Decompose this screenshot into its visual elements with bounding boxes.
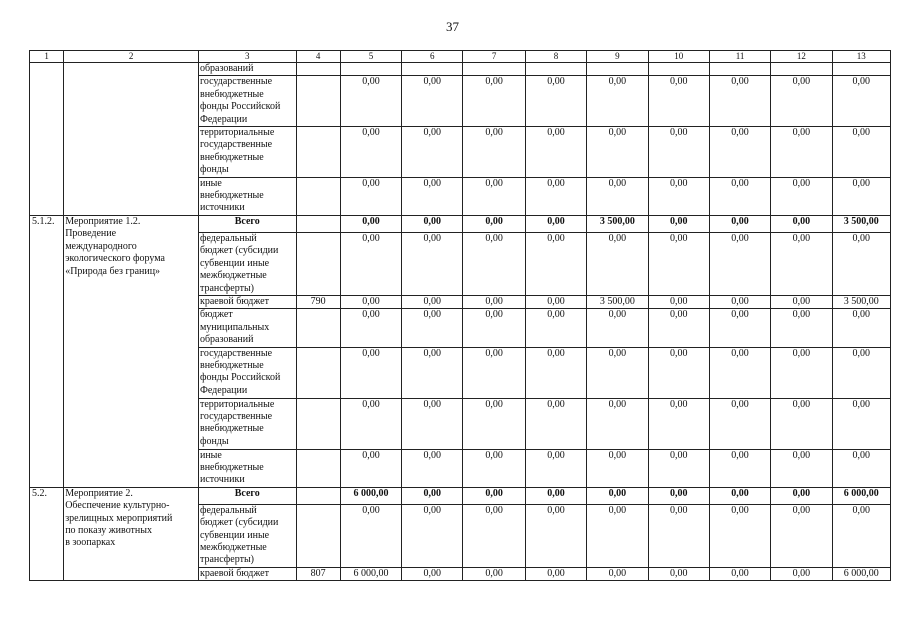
column-header: 12 — [771, 51, 832, 63]
value-cell: 0,00 — [709, 215, 770, 232]
value-cell: 0,00 — [709, 127, 770, 178]
kbk-cell — [296, 215, 340, 232]
value-cell: 0,00 — [463, 127, 525, 178]
code-cell — [30, 63, 64, 216]
value-cell: 0,00 — [832, 76, 890, 127]
column-header: 2 — [64, 51, 199, 63]
kbk-cell — [296, 449, 340, 487]
value-cell — [340, 63, 401, 76]
value-cell: 0,00 — [648, 309, 709, 347]
table-row — [30, 63, 891, 76]
value-cell: 0,00 — [402, 504, 463, 567]
kbk-cell — [296, 398, 340, 449]
value-cell: 0,00 — [587, 76, 648, 127]
kbk-cell — [296, 309, 340, 347]
value-cell: 3 500,00 — [832, 295, 890, 308]
source-cell: Всего — [198, 487, 296, 504]
source-cell: территориальные государственные внебюджетные фонды — [198, 398, 296, 449]
value-cell: 0,00 — [648, 76, 709, 127]
column-header: 1 — [30, 51, 64, 63]
value-cell: 0,00 — [709, 347, 770, 398]
value-cell: 0,00 — [648, 398, 709, 449]
value-cell: 0,00 — [709, 232, 770, 295]
value-cell: 0,00 — [587, 177, 648, 215]
value-cell: 0,00 — [340, 177, 401, 215]
source-cell: краевой бюджет — [198, 567, 296, 580]
column-header: 7 — [463, 51, 525, 63]
value-cell: 0,00 — [648, 449, 709, 487]
value-cell: 0,00 — [340, 449, 401, 487]
column-header: 5 — [340, 51, 401, 63]
value-cell: 0,00 — [340, 398, 401, 449]
value-cell: 0,00 — [587, 232, 648, 295]
value-cell: 0,00 — [463, 567, 525, 580]
column-header: 9 — [587, 51, 648, 63]
kbk-cell — [296, 63, 340, 76]
code-cell: 5.1.2. — [30, 215, 64, 487]
value-cell: 0,00 — [525, 449, 586, 487]
kbk-cell — [296, 347, 340, 398]
value-cell: 0,00 — [525, 177, 586, 215]
value-cell: 0,00 — [402, 232, 463, 295]
value-cell: 0,00 — [463, 309, 525, 347]
value-cell: 0,00 — [587, 449, 648, 487]
column-header: 4 — [296, 51, 340, 63]
value-cell: 0,00 — [340, 295, 401, 308]
value-cell — [463, 63, 525, 76]
value-cell: 0,00 — [525, 76, 586, 127]
value-cell: 0,00 — [525, 215, 586, 232]
title-cell: Мероприятие 1.2. Проведение международного экологического форума «Природа без границ» — [64, 215, 199, 487]
value-cell: 0,00 — [832, 232, 890, 295]
value-cell: 0,00 — [771, 347, 832, 398]
kbk-cell: 790 — [296, 295, 340, 308]
value-cell: 0,00 — [463, 177, 525, 215]
source-cell: иные внебюджетные источники — [198, 449, 296, 487]
value-cell: 0,00 — [709, 398, 770, 449]
value-cell: 0,00 — [709, 177, 770, 215]
value-cell: 0,00 — [832, 177, 890, 215]
page-number: 37 — [446, 19, 459, 34]
value-cell: 0,00 — [648, 232, 709, 295]
value-cell — [648, 63, 709, 76]
title-cell — [64, 63, 199, 216]
source-cell: иные внебюджетные источники — [198, 177, 296, 215]
budget-table — [29, 50, 891, 581]
value-cell: 0,00 — [709, 309, 770, 347]
value-cell: 0,00 — [587, 309, 648, 347]
value-cell: 0,00 — [832, 347, 890, 398]
value-cell: 6 000,00 — [340, 487, 401, 504]
kbk-cell — [296, 76, 340, 127]
value-cell: 0,00 — [648, 347, 709, 398]
source-cell: федеральный бюджет (субсидии субвенции иные межбюджетные трансферты) — [198, 232, 296, 295]
value-cell: 0,00 — [771, 567, 832, 580]
kbk-cell: 807 — [296, 567, 340, 580]
value-cell: 0,00 — [832, 309, 890, 347]
value-cell: 0,00 — [463, 295, 525, 308]
value-cell: 0,00 — [525, 127, 586, 178]
value-cell: 0,00 — [525, 347, 586, 398]
value-cell: 0,00 — [648, 127, 709, 178]
value-cell: 0,00 — [771, 177, 832, 215]
value-cell: 0,00 — [832, 504, 890, 567]
value-cell: 0,00 — [648, 215, 709, 232]
source-cell: территориальные государственные внебюджетные фонды — [198, 127, 296, 178]
value-cell: 0,00 — [709, 449, 770, 487]
value-cell: 0,00 — [525, 398, 586, 449]
value-cell: 0,00 — [463, 504, 525, 567]
column-header: 6 — [402, 51, 463, 63]
value-cell: 0,00 — [463, 347, 525, 398]
value-cell: 0,00 — [340, 504, 401, 567]
value-cell: 0,00 — [340, 215, 401, 232]
value-cell: 0,00 — [771, 295, 832, 308]
table-row — [30, 487, 891, 504]
kbk-cell — [296, 504, 340, 567]
value-cell: 0,00 — [771, 398, 832, 449]
source-cell: Всего — [198, 215, 296, 232]
value-cell: 0,00 — [709, 295, 770, 308]
source-cell: образований — [198, 63, 296, 76]
kbk-cell — [296, 177, 340, 215]
kbk-cell — [296, 127, 340, 178]
value-cell — [402, 63, 463, 76]
value-cell: 0,00 — [402, 309, 463, 347]
table-row — [30, 215, 891, 232]
value-cell: 0,00 — [340, 309, 401, 347]
value-cell: 6 000,00 — [832, 487, 890, 504]
value-cell: 0,00 — [402, 347, 463, 398]
column-header: 3 — [198, 51, 296, 63]
value-cell: 0,00 — [771, 309, 832, 347]
value-cell: 6 000,00 — [832, 567, 890, 580]
value-cell — [771, 63, 832, 76]
value-cell: 0,00 — [340, 76, 401, 127]
value-cell: 0,00 — [340, 127, 401, 178]
value-cell: 0,00 — [463, 449, 525, 487]
value-cell: 0,00 — [463, 487, 525, 504]
value-cell: 0,00 — [709, 567, 770, 580]
kbk-cell — [296, 232, 340, 295]
value-cell: 0,00 — [402, 487, 463, 504]
value-cell: 0,00 — [587, 504, 648, 567]
value-cell: 0,00 — [402, 177, 463, 215]
value-cell: 0,00 — [832, 398, 890, 449]
value-cell: 0,00 — [771, 127, 832, 178]
value-cell: 0,00 — [587, 347, 648, 398]
value-cell — [832, 63, 890, 76]
value-cell — [709, 63, 770, 76]
value-cell: 0,00 — [525, 295, 586, 308]
value-cell: 3 500,00 — [587, 215, 648, 232]
value-cell: 0,00 — [402, 449, 463, 487]
column-header: 8 — [525, 51, 586, 63]
value-cell: 0,00 — [402, 215, 463, 232]
value-cell: 0,00 — [771, 487, 832, 504]
value-cell: 0,00 — [340, 347, 401, 398]
value-cell: 0,00 — [587, 487, 648, 504]
source-cell: государственные внебюджетные фонды Российской Федерации — [198, 76, 296, 127]
source-cell: федеральный бюджет (субсидии субвенции иные межбюджетные трансферты) — [198, 504, 296, 567]
value-cell: 0,00 — [525, 504, 586, 567]
value-cell: 0,00 — [771, 504, 832, 567]
value-cell — [525, 63, 586, 76]
value-cell: 3 500,00 — [587, 295, 648, 308]
title-cell: Мероприятие 2. Обеспечение культурно- зрелищных мероприятий по показу животных в зоопарках — [64, 487, 199, 580]
value-cell: 0,00 — [525, 309, 586, 347]
value-cell: 0,00 — [648, 504, 709, 567]
value-cell: 0,00 — [402, 398, 463, 449]
value-cell: 0,00 — [587, 567, 648, 580]
value-cell — [587, 63, 648, 76]
value-cell: 0,00 — [709, 76, 770, 127]
value-cell: 0,00 — [771, 232, 832, 295]
value-cell: 0,00 — [832, 449, 890, 487]
value-cell: 0,00 — [525, 487, 586, 504]
value-cell: 0,00 — [709, 504, 770, 567]
value-cell: 0,00 — [525, 232, 586, 295]
value-cell: 0,00 — [771, 215, 832, 232]
value-cell: 0,00 — [402, 295, 463, 308]
value-cell: 0,00 — [709, 487, 770, 504]
value-cell: 3 500,00 — [832, 215, 890, 232]
code-cell: 5.2. — [30, 487, 64, 580]
value-cell: 0,00 — [587, 127, 648, 178]
value-cell: 0,00 — [648, 295, 709, 308]
value-cell: 0,00 — [463, 76, 525, 127]
value-cell: 0,00 — [648, 567, 709, 580]
value-cell: 0,00 — [402, 76, 463, 127]
value-cell: 0,00 — [525, 567, 586, 580]
value-cell: 0,00 — [771, 76, 832, 127]
value-cell: 0,00 — [587, 398, 648, 449]
value-cell: 0,00 — [832, 127, 890, 178]
value-cell: 0,00 — [463, 215, 525, 232]
value-cell: 0,00 — [648, 487, 709, 504]
column-header: 11 — [709, 51, 770, 63]
value-cell: 0,00 — [402, 127, 463, 178]
source-cell: бюджет муниципальных образований — [198, 309, 296, 347]
column-header: 13 — [832, 51, 890, 63]
value-cell: 6 000,00 — [340, 567, 401, 580]
column-header-row — [30, 51, 891, 63]
value-cell: 0,00 — [340, 232, 401, 295]
source-cell: краевой бюджет — [198, 295, 296, 308]
value-cell: 0,00 — [463, 398, 525, 449]
column-header: 10 — [648, 51, 709, 63]
source-cell: государственные внебюджетные фонды Российской Федерации — [198, 347, 296, 398]
value-cell: 0,00 — [402, 567, 463, 580]
value-cell: 0,00 — [648, 177, 709, 215]
kbk-cell — [296, 487, 340, 504]
value-cell: 0,00 — [771, 449, 832, 487]
value-cell: 0,00 — [463, 232, 525, 295]
